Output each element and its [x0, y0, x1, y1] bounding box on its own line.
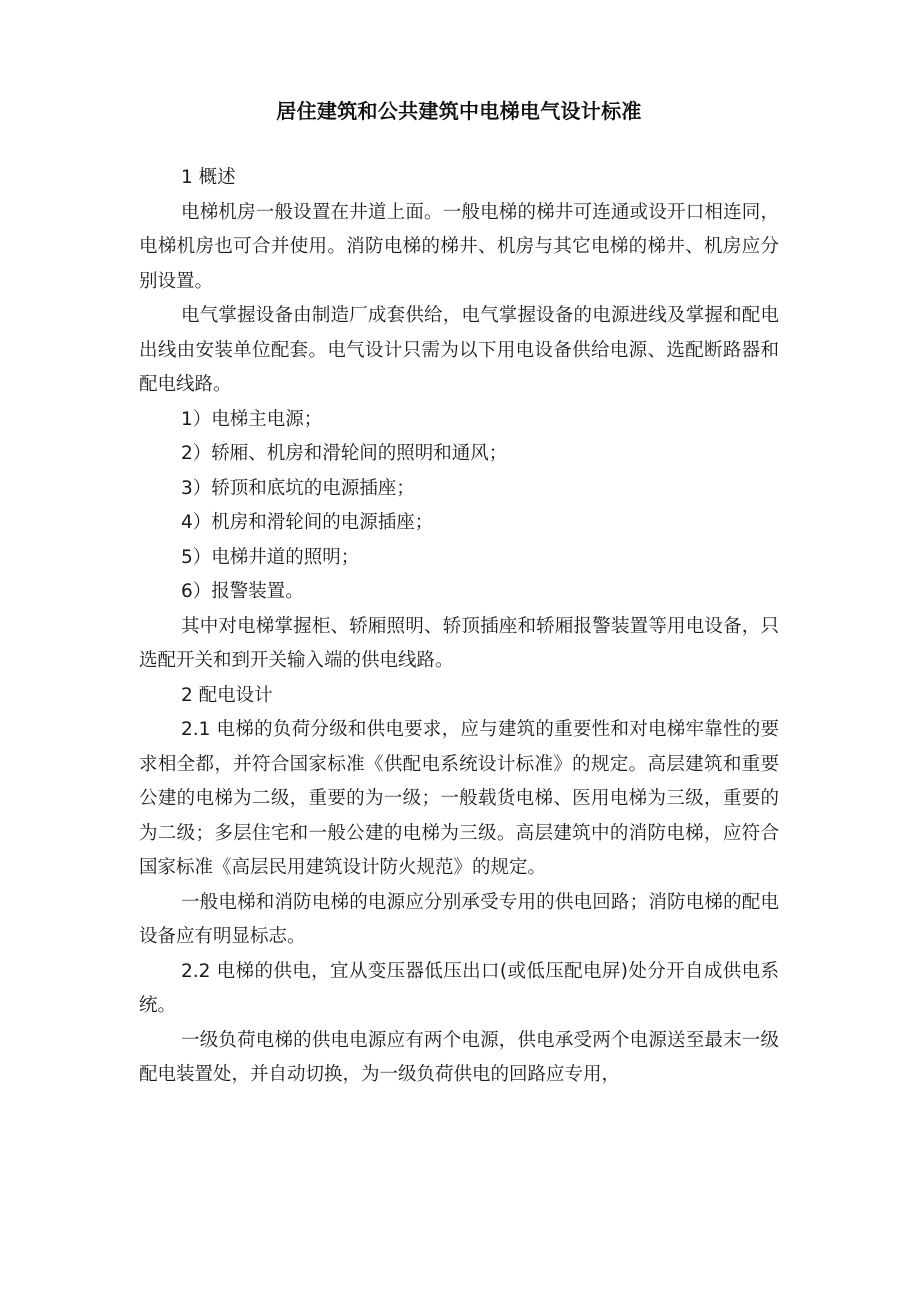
- paragraph-control-equipment: 电气掌握设备由制造厂成套供给，电气掌握设备的电源进线及掌握和配电出线由安装单位配套。电气设计只需为以下用电设备供给电源、选配断路器和配电线路。: [139, 305, 779, 395]
- list-item-2: 2）轿厢、机房和滑轮间的照明和通风；: [181, 443, 508, 464]
- paragraph-switch-selection: 其中对电梯掌握柜、轿厢照明、轿顶插座和轿厢报警装置等用电设备，只选配开关和到开关输入端的供电线路。: [139, 615, 779, 671]
- list-item-5: 5）电梯井道的照明；: [181, 546, 360, 568]
- paragraph-machine-room: 电梯机房一般设置在井道上面。一般电梯的梯井可连通或设开口相连同，电梯机房也可合并使用。消防电梯的梯井、机房与其它电梯的梯井、机房应分别设置。: [139, 201, 779, 292]
- paragraph-dedicated-circuits: 一般电梯和消防电梯的电源应分别承受专用的供电回路；消防电梯的配电设备应有明显标志。: [139, 891, 779, 947]
- document-body: [139, 95, 779, 1093]
- document-title: 居住建筑和公共建筑中电梯电气设计标准: [276, 99, 642, 123]
- paragraph-first-class-load: 一级负荷电梯的供电电源应有两个电源，供电承受两个电源送至最末一级配电装置处，并自动切换，为一级负荷供电的回路应专用，: [139, 1029, 779, 1085]
- list-item-1: 1）电梯主电源；: [181, 408, 323, 430]
- section-heading-overview: 1 概述: [181, 167, 236, 188]
- list-item-4: 4）机房和滑轮间的电源插座；: [181, 512, 434, 533]
- list-item-3: 3）轿顶和底坑的电源插座；: [181, 477, 415, 499]
- paragraph-2-1-load-grading: 2.1 电梯的负荷分级和供电要求，应与建筑的重要性和对电梯牢靠性的要求相全都，并符合国家标准《供配电系统设计标准》的规定。高层建筑和重要公建的电梯为二级，重要的为一级；一般载货电梯、医用电梯为三级，重要的为二级；多层住宅和一般公建的电梯为三级。高层建筑中的消防电梯，应符合国家标准《高层民用建筑设计防火规范》的规定。: [139, 719, 779, 878]
- paragraph-2-2-power-supply: 2.2 电梯的供电，宜从变压器低压出口(或低压配电屏)处分开自成供电系统。: [139, 960, 779, 1016]
- list-item-6: 6）报警装置。: [181, 581, 304, 602]
- section-heading-distribution: 2 配电设计: [181, 684, 273, 706]
